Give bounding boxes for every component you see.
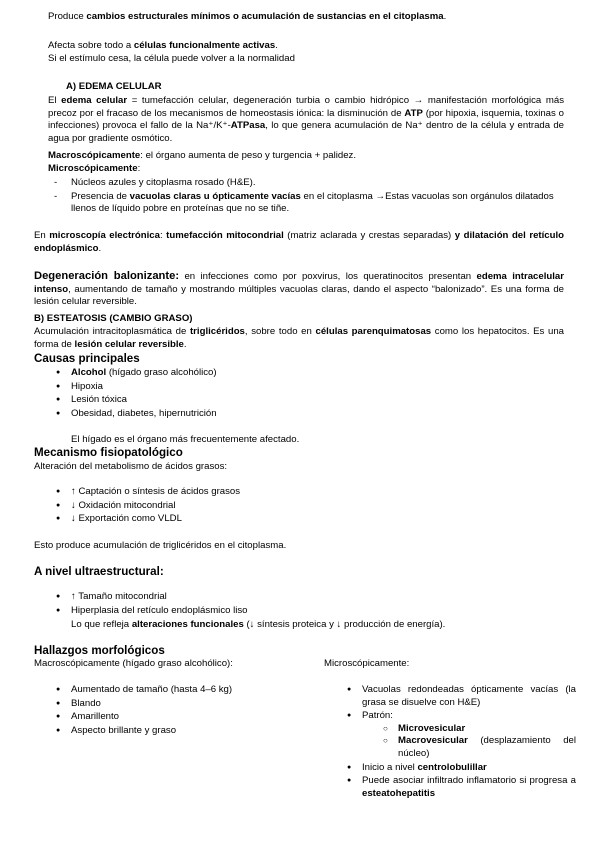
bold-text: centrolobulillar [417, 761, 487, 773]
text: : [159, 230, 167, 241]
bold-text: edema intracelular intenso [34, 271, 564, 295]
macro-column-title: Macroscópicamente (hígado graso alcohólico): [34, 658, 233, 669]
text: como los hepatocitos. Es una forma de [34, 326, 565, 350]
causas-title: Causas principales [34, 352, 140, 365]
text: . [98, 242, 102, 254]
list-item: ● Hiperplasia del retículo endoplásmico liso [71, 605, 561, 619]
ultra-title: A nivel ultraestructural: [34, 565, 164, 578]
text: , aumentando de tamaño y mostrando múltiples vacuolas claras, dando el aspecto “balonizado”. Es una forma de lesión celular reversible. [34, 283, 564, 308]
bold-text: esteatohepatitis [362, 787, 436, 799]
bold-text: microscopía electrónica [49, 230, 160, 241]
text: . [443, 11, 447, 22]
bold-text: vacuolas claras u ópticamente vacías [129, 190, 301, 202]
mecanismo-title: Mecanismo fisiopatológico [34, 446, 183, 459]
text: = tumefacción celular, degeneración turbia o cambio hidrópico → manifestación morfológica más precoz por el fracaso de los mecanismos de homeostasis iónica: la disminución de [48, 95, 565, 119]
bold-text: células parenquimatosas [315, 326, 432, 337]
bold-text: Microscópicamente [48, 163, 138, 174]
list-item: ● ↑ Captación o síntesis de ácidos grasos [71, 486, 561, 500]
list-item [362, 762, 576, 775]
edema-micro-label [48, 163, 564, 176]
text: (por hipoxia, isquemia, toxinas o infecciones) provoca el fallo de la Na⁺/K⁺- [48, 107, 564, 132]
bold-text: Alcohol [71, 367, 107, 378]
mecanismo-intro: Alteración del metabolismo de ácidos grasos: [34, 461, 228, 472]
intro-line-3: Si el estímulo cesa, la célula puede volver a la normalidad [48, 53, 295, 64]
bold-text: ATPasa [230, 120, 266, 132]
causas-list [71, 367, 561, 421]
list-item: ● Obesidad, diabetes, hipernutrición [71, 408, 561, 422]
bold-text: alteraciones funcionales [131, 619, 244, 630]
list-item: ● ↓ Oxidación mitocondrial [71, 500, 561, 514]
balonizante-title: Degeneración balonizante: [34, 270, 180, 282]
bold-text: y dilatación del retículo endoplásmico [34, 230, 564, 254]
micro-list [362, 684, 576, 800]
text: Produce [48, 11, 87, 22]
list-item: - Núcleos azules y citoplasma rosado (H&E). [71, 177, 563, 190]
bold-text: ATP [404, 107, 423, 119]
text: : [137, 163, 141, 174]
mecanismo-list [71, 486, 561, 527]
text: Patrón: [362, 710, 393, 722]
text: : el órgano aumenta de peso y turgencia + palidez. [140, 150, 356, 161]
text: Presencia de [71, 190, 130, 202]
bold-text: cambios estructurales mínimos o acumulación de sustancias en el citoplasma [86, 11, 444, 22]
bold-text: Macrovesicular [398, 735, 468, 747]
hallazgos-title: Hallazgos morfológicos [34, 644, 165, 657]
text: . [275, 40, 278, 51]
edema-definition [48, 95, 564, 145]
causas-note: El hígado es el órgano más frecuentemente afectado. [71, 434, 300, 445]
text: (desplazamiento del núcleo) [398, 735, 576, 759]
macro-list [71, 684, 301, 738]
list-item: ● Blando [71, 698, 301, 712]
list-item [71, 191, 563, 216]
bold-text: lesión celular reversible [74, 338, 184, 350]
intro-line-2 [48, 40, 568, 53]
bold-text: triglicéridos [189, 326, 245, 337]
list-item: ● ↓ Exportación como VLDL [71, 513, 561, 527]
pattern-sublist [398, 723, 576, 761]
list-item: ● Aspecto brillante y graso [71, 725, 301, 739]
edema-macro [48, 150, 564, 163]
bold-text: Macroscópicamente [48, 150, 141, 161]
edema-micro-list [71, 177, 563, 216]
text: Afecta sobre todo a [48, 40, 134, 51]
list-item: ● ↑ Tamaño mitocondrial [71, 591, 561, 605]
esteatosis-heading: B) ESTEATOSIS (CAMBIO GRASO) [34, 313, 193, 324]
text: en el citoplasma →Estas vacuolas son orgánulos dilatados llenos de líquido pobre en proteínas que no se tiñe. [71, 190, 554, 215]
edema-heading: A) EDEMA CELULAR [66, 81, 162, 92]
list-item: ● Lesión tóxica [71, 394, 561, 408]
text: (↓ síntesis proteica y ↓ producción de energía). [243, 619, 446, 630]
sub-list-item [398, 735, 576, 760]
text: , lo que genera acumulación de Na⁺ dentro de la célula y entrada de agua por gradiente osmótico. [48, 120, 565, 144]
text: (hígado graso alcohólico) [106, 367, 217, 378]
text: (matriz aclarada y crestas separadas) [283, 230, 455, 241]
text: Acumulación intracitoplasmática de [34, 326, 190, 337]
sub-list-item: ○ Microvesicular [398, 723, 576, 736]
text: en infecciones como por poxvirus, los queratinocitos presentan [179, 271, 477, 282]
text: . [183, 338, 187, 350]
list-item: ● Vacuolas redondeadas ópticamente vacías (la grasa se disuelve con H&E) [362, 684, 576, 709]
mecanismo-result: Esto produce acumulación de triglicéridos en el citoplasma. [34, 540, 287, 551]
text: Inicio a nivel [362, 761, 418, 773]
text: Lo que refleja [71, 619, 132, 630]
list-item [71, 367, 561, 381]
esteatosis-definition [34, 326, 564, 351]
micro-column-title: Microscópicamente: [324, 658, 410, 669]
ultra-list [71, 591, 561, 618]
text: Puede asociar infiltrado inflamatorio si progresa a [362, 775, 576, 787]
balonizante-paragraph [34, 270, 564, 309]
bold-text: edema celular [61, 95, 128, 106]
list-item: ● Amarillento [71, 711, 301, 725]
intro-line-1 [48, 11, 568, 24]
list-item: ● Aumentado de tamaño (hasta 4–6 kg) [71, 684, 301, 698]
edema-electron-microscopy [34, 230, 564, 255]
text: El [48, 95, 62, 106]
text: En [34, 230, 50, 241]
text: , sobre todo en [244, 326, 316, 337]
list-item [362, 710, 576, 760]
list-item [362, 775, 576, 800]
list-item: ● Hipoxia [71, 381, 561, 395]
ultra-sub [71, 619, 563, 632]
bold-text: células funcionalmente activas [133, 40, 276, 51]
bold-text: tumefacción mitocondrial [166, 230, 284, 241]
